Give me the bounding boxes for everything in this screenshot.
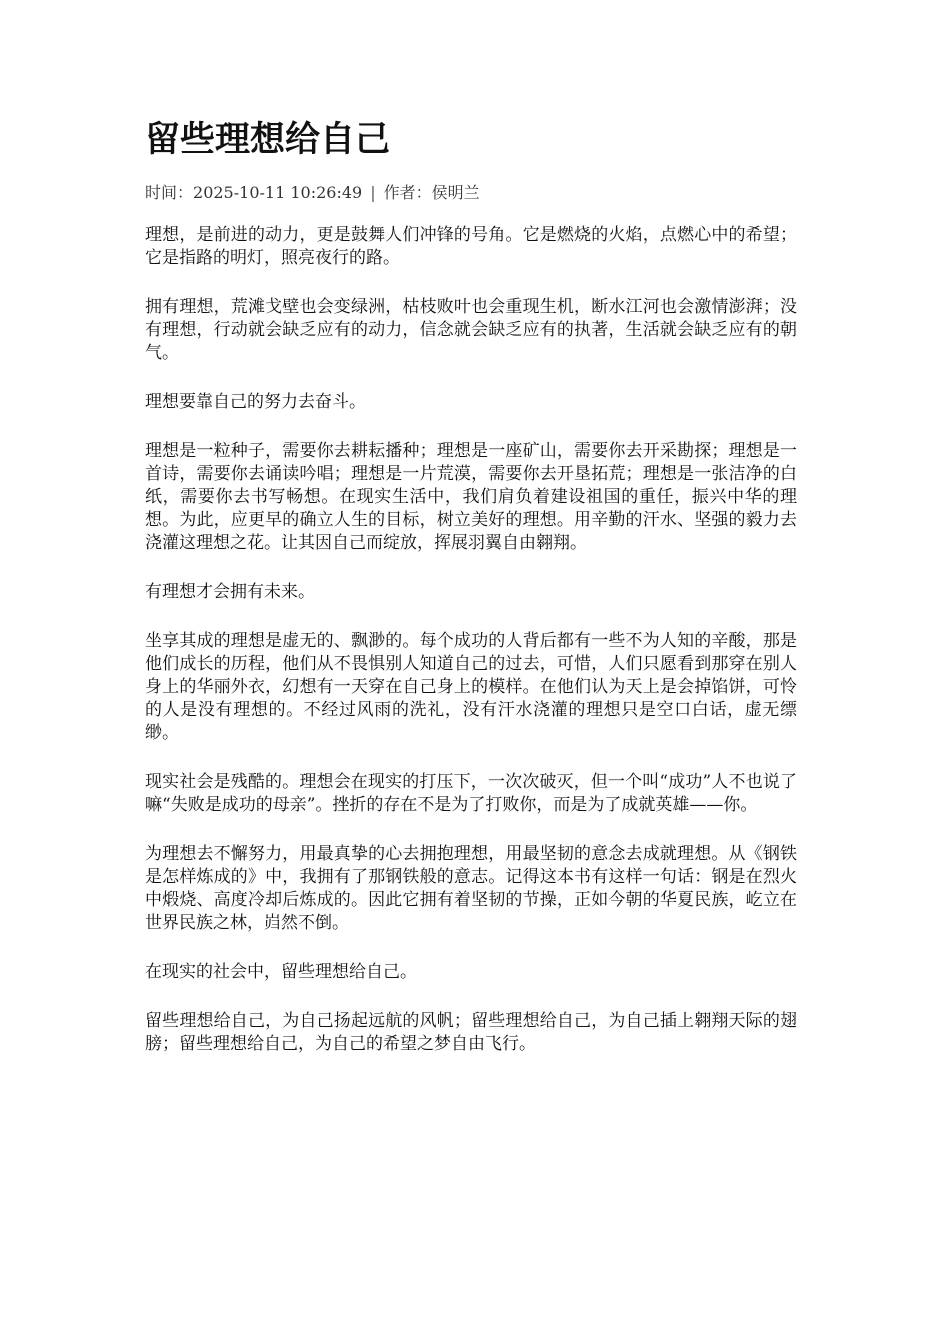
paragraph: 为理想去不懈努力，用最真挚的心去拥抱理想，用最坚韧的意念去成就理想。从《钢铁是怎样炼成的》中，我拥有了那钢铁般的意志。记得这本书有这样一句话：钢是在烈火中煅烧、高度冷却后炼成的。因此它拥有着坚韧的节操，正如今朝的华夏民族，屹立在世界民族之林，岿然不倒。 xyxy=(145,844,797,933)
paragraph: 理想要靠自己的努力去奋斗。 xyxy=(145,392,366,412)
time-value: 2025-10-11 10:26:49 xyxy=(193,183,363,202)
article xyxy=(145,112,797,1082)
article-meta xyxy=(145,182,797,204)
article-title: 留些理想给自己 xyxy=(145,120,391,160)
paragraph: 在现实的社会中，留些理想给自己。 xyxy=(145,962,417,982)
paragraph: 留些理想给自己，为自己扬起远航的风帆；留些理想给自己，为自己插上翱翔天际的翅膀；留些理想给自己，为自己的希望之梦自由飞行。 xyxy=(145,1011,797,1054)
paragraph: 有理想才会拥有未来。 xyxy=(145,582,315,602)
author-value: 侯明兰 xyxy=(431,183,480,202)
paragraph: 理想，是前进的动力，更是鼓舞人们冲锋的号角。它是燃烧的火焰，点燃心中的希望；它是指路的明灯，照亮夜行的路。 xyxy=(145,225,797,268)
paragraph: 现实社会是残酷的。理想会在现实的打压下，一次次破灭，但一个叫“成功”人不也说了嘛“失败是成功的母亲”。挫折的存在不是为了打败你，而是为了成就英雄——你。 xyxy=(145,772,797,815)
paragraph: 坐享其成的理想是虚无的、飘渺的。每个成功的人背后都有一些不为人知的辛酸，那是他们成长的历程，他们从不畏惧别人知道自己的过去，可惜，人们只愿看到那穿在别人身上的华丽外衣，幻想有一天穿在自己身上的模样。在他们认为天上是会掉馅饼，可怜的人是没有理想的。不经过风雨的洗礼，没有汗水浇灌的理想只是空口白话，虚无缥缈。 xyxy=(145,631,797,743)
paragraph: 拥有理想，荒滩戈壁也会变绿洲，枯枝败叶也会重现生机，断水江河也会激情澎湃；没有理想，行动就会缺乏应有的动力，信念就会缺乏应有的执著，生活就会缺乏应有的朝气。 xyxy=(145,297,797,363)
article-body xyxy=(145,224,797,1056)
time-label: 时间： xyxy=(145,183,194,202)
paragraph: 理想是一粒种子，需要你去耕耘播种；理想是一座矿山，需要你去开采勘探；理想是一首诗，需要你去诵读吟唱；理想是一片荒漠，需要你去开垦拓荒；理想是一张洁净的白纸，需要你去书写畅想。在现实生活中，我们肩负着建设祖国的重任，振兴中华的理想。为此，应更早的确立人生的目标，树立美好的理想。用辛勤的汗水、坚强的毅力去浇灌这理想之花。让其因自己而绽放，挥展羽翼自由翱翔。 xyxy=(145,441,797,553)
author-label: 作者： xyxy=(383,183,432,202)
meta-separator: | xyxy=(370,183,376,202)
